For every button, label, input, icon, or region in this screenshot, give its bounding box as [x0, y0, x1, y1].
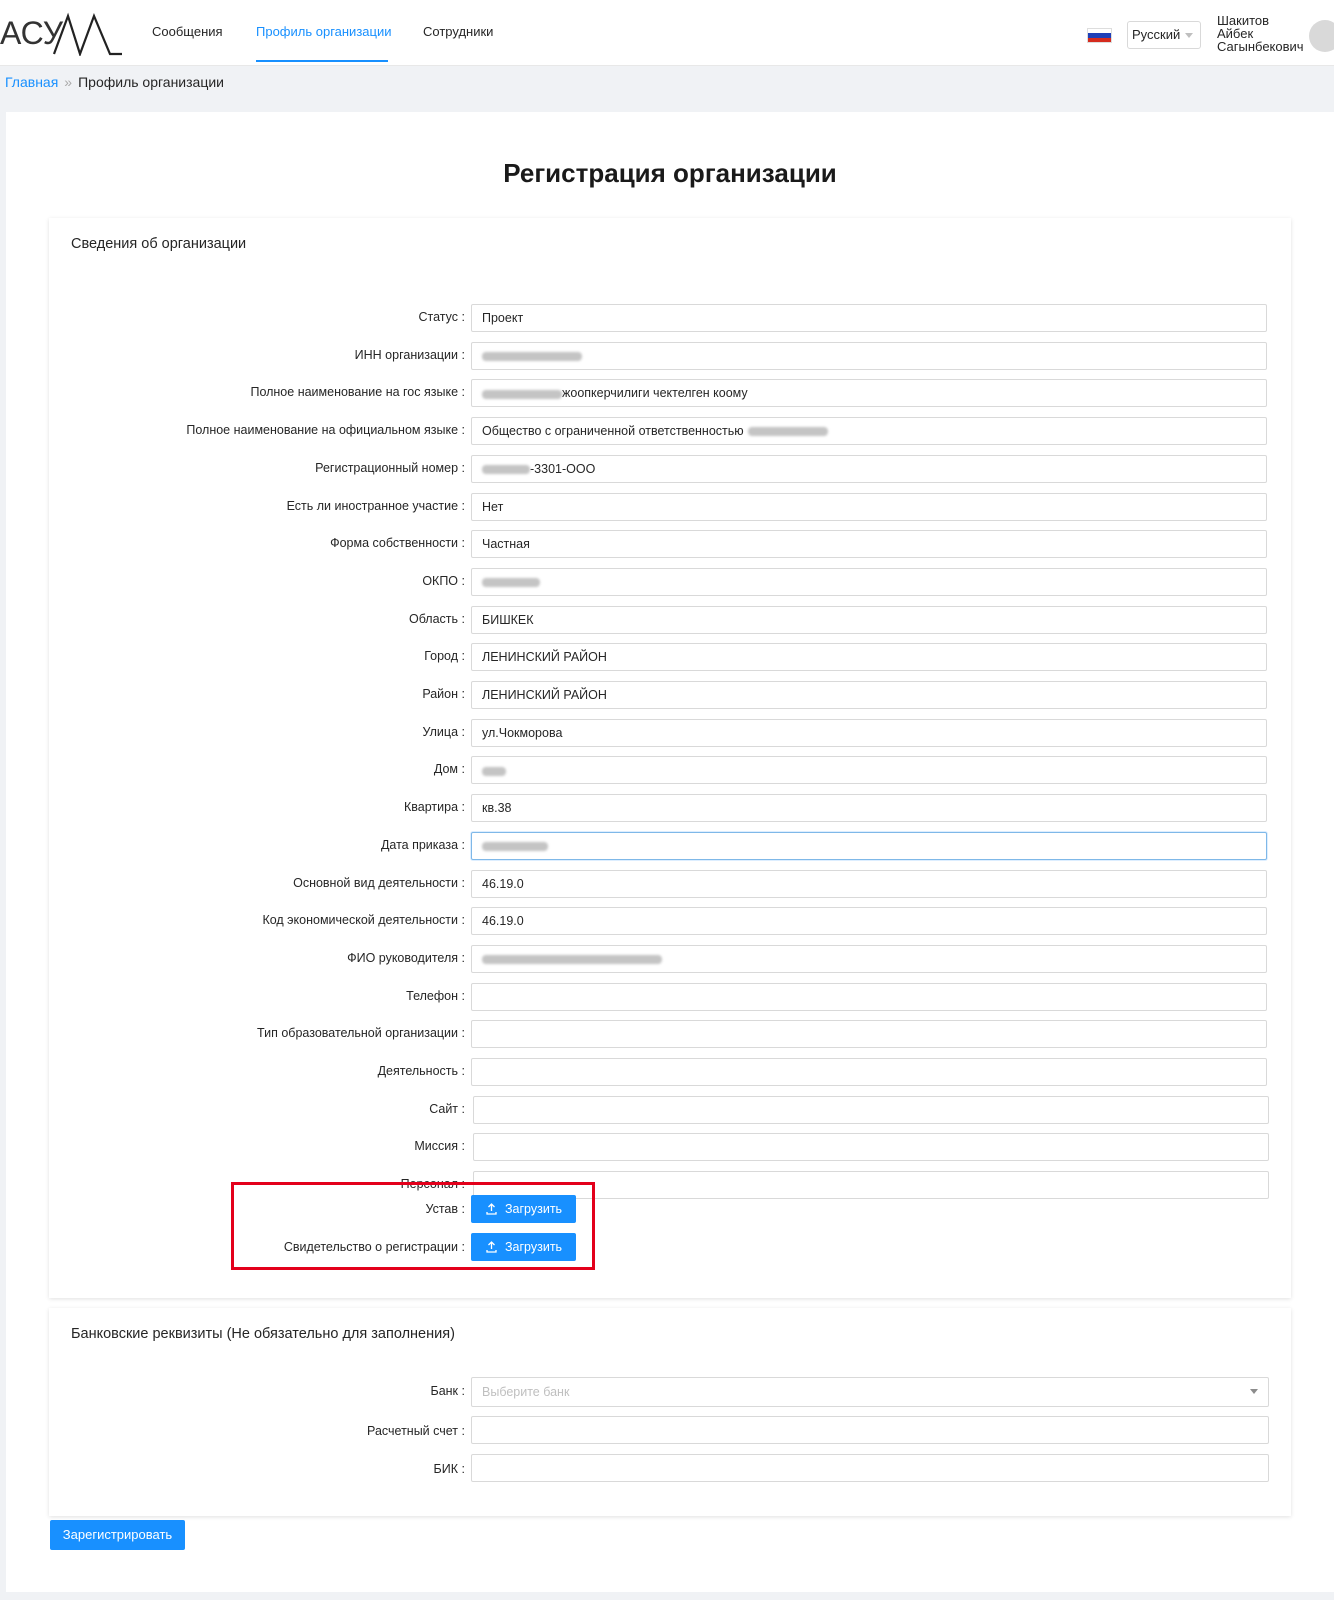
name-official-lang-value: Общество с ограниченной ответственностью: [482, 424, 744, 439]
redacted-value: [748, 427, 828, 436]
name-official-lang-label: Полное наименование на официальном языке :: [186, 423, 465, 438]
district-value: ЛЕНИНСКИЙ РАЙОН: [482, 688, 607, 702]
app-logo[interactable]: [0, 10, 125, 56]
register-button[interactable]: Зарегистрировать: [50, 1520, 185, 1550]
reg-number-label: Регистрационный номер :: [315, 460, 465, 475]
staff-label: Персонал :: [400, 1177, 465, 1192]
okpo-label: ОКПО :: [422, 573, 465, 588]
nav-employees[interactable]: Сотрудники: [423, 24, 494, 39]
reg-number-input[interactable]: [471, 455, 1267, 483]
name-state-lang-label: Полное наименование на гос языке :: [250, 385, 465, 400]
status-input[interactable]: [471, 304, 1267, 332]
order-date-label: Дата приказа :: [380, 837, 465, 852]
nav-messages[interactable]: Сообщения: [152, 24, 223, 39]
user-surname: Шакитов: [1217, 13, 1270, 28]
inn-label: ИНН организации :: [354, 347, 465, 362]
order-date-input[interactable]: [471, 832, 1267, 860]
breadcrumb-home-link[interactable]: Главная: [5, 74, 59, 90]
city-input[interactable]: [471, 643, 1267, 671]
breadcrumb-separator: »: [64, 74, 73, 90]
redacted-value: [482, 578, 540, 587]
website-input[interactable]: [473, 1096, 1269, 1124]
breadcrumb-current: Профиль организации: [78, 74, 224, 90]
apartment-input[interactable]: [471, 794, 1267, 822]
director-name-input[interactable]: [471, 945, 1267, 973]
ownership-form-input[interactable]: [471, 530, 1267, 558]
redacted-value: [482, 390, 562, 399]
region-value: БИШКЕК: [482, 612, 534, 627]
ownership-form-label: Форма собственности :: [330, 536, 465, 551]
account-label: Расчетный счет :: [367, 1424, 465, 1438]
language-value: Русский: [1132, 27, 1181, 42]
redacted-value: [482, 767, 506, 776]
activity-input[interactable]: [471, 1058, 1267, 1086]
reg-number-value: -3301-ООО: [530, 461, 596, 476]
main-activity-input[interactable]: [471, 870, 1267, 898]
phone-label: Телефон :: [406, 988, 465, 1003]
house-input[interactable]: [471, 756, 1267, 784]
apartment-value: кв.38: [482, 801, 512, 816]
economic-activity-code-input[interactable]: [471, 907, 1267, 935]
status-value: Проект: [482, 311, 524, 325]
charter-label: Устав :: [425, 1202, 465, 1216]
region-input[interactable]: [471, 606, 1267, 634]
foreign-participation-input[interactable]: [471, 493, 1267, 521]
redacted-value: [482, 842, 548, 851]
region-label: Область :: [408, 611, 465, 626]
foreign-participation-value: Нет: [482, 499, 504, 514]
name-state-lang-input[interactable]: [471, 379, 1267, 407]
edu-org-type-input[interactable]: [471, 1020, 1267, 1048]
street-input[interactable]: [471, 719, 1267, 747]
bank-card-title: Банковские реквизиты (Не обязательно для заполнения): [71, 1326, 455, 1342]
name-official-lang-input[interactable]: [471, 417, 1267, 445]
redacted-value: [482, 465, 530, 474]
language-select[interactable]: [1127, 21, 1201, 49]
name-state-lang-value: жоопкерчилиги чектелген коому: [562, 386, 748, 401]
redacted-value: [482, 955, 662, 964]
registration-certificate-label: Свидетельство о регистрации :: [283, 1240, 465, 1254]
user-name[interactable]: [1217, 14, 1304, 53]
district-input[interactable]: [471, 681, 1267, 709]
street-value: ул.Чокморова: [482, 725, 563, 740]
avatar[interactable]: [1309, 20, 1334, 52]
city-label: Город :: [424, 649, 465, 664]
user-patronymic: Сагынбекович: [1217, 39, 1304, 54]
edu-org-type-label: Тип образовательной организации :: [257, 1026, 465, 1041]
website-label: Сайт :: [429, 1101, 465, 1116]
redacted-value: [482, 352, 582, 361]
main-activity-label: Основной вид деятельности :: [293, 875, 465, 890]
economic-activity-code-value: 46.19.0: [482, 914, 524, 929]
bik-label: БИК :: [433, 1462, 465, 1476]
apartment-label: Квартира :: [404, 800, 465, 815]
upload-button-label: Загрузить: [505, 1240, 563, 1254]
top-navbar: [0, 0, 1334, 66]
director-name-label: ФИО руководителя :: [347, 950, 465, 965]
phone-input[interactable]: [471, 983, 1267, 1011]
russian-flag-icon: [1087, 28, 1112, 43]
main-activity-value: 46.19.0: [482, 876, 524, 891]
ownership-form-value: Частная: [482, 537, 530, 552]
bank-select[interactable]: [471, 1377, 1269, 1407]
breadcrumb: [5, 74, 224, 90]
upload-button-label: Загрузить: [505, 1202, 563, 1216]
chevron-down-icon: [1185, 33, 1193, 38]
street-label: Улица :: [422, 724, 465, 739]
upload-highlight-box: [231, 1182, 595, 1270]
foreign-participation-label: Есть ли иностранное участие :: [286, 498, 465, 513]
bank-select-placeholder: Выберите банк: [482, 1385, 570, 1399]
inn-input[interactable]: [471, 342, 1267, 370]
mission-input[interactable]: [473, 1133, 1269, 1161]
chevron-down-icon: [1250, 1389, 1258, 1394]
nav-org-profile[interactable]: Профиль организации: [256, 0, 388, 62]
account-input[interactable]: [471, 1416, 1269, 1444]
mission-label: Миссия :: [414, 1139, 465, 1154]
okpo-input[interactable]: [471, 568, 1267, 596]
status-label: Статус :: [418, 310, 465, 324]
activity-label: Деятельность :: [377, 1064, 465, 1078]
house-label: Дом :: [433, 762, 465, 777]
svg-text:АСУ: АСУ: [0, 15, 64, 51]
bank-details-card: [49, 1308, 1291, 1516]
economic-activity-code-label: Код экономической деятельности :: [262, 913, 465, 928]
city-value: ЛЕНИНСКИЙ РАЙОН: [482, 650, 607, 665]
org-info-card-title: Сведения об организации: [71, 236, 247, 252]
page-title: Регистрация организации: [503, 158, 837, 188]
bik-input[interactable]: [471, 1454, 1269, 1482]
district-label: Район :: [422, 687, 465, 701]
user-firstname: Айбек: [1217, 26, 1254, 41]
bank-label: Банк :: [430, 1384, 465, 1398]
